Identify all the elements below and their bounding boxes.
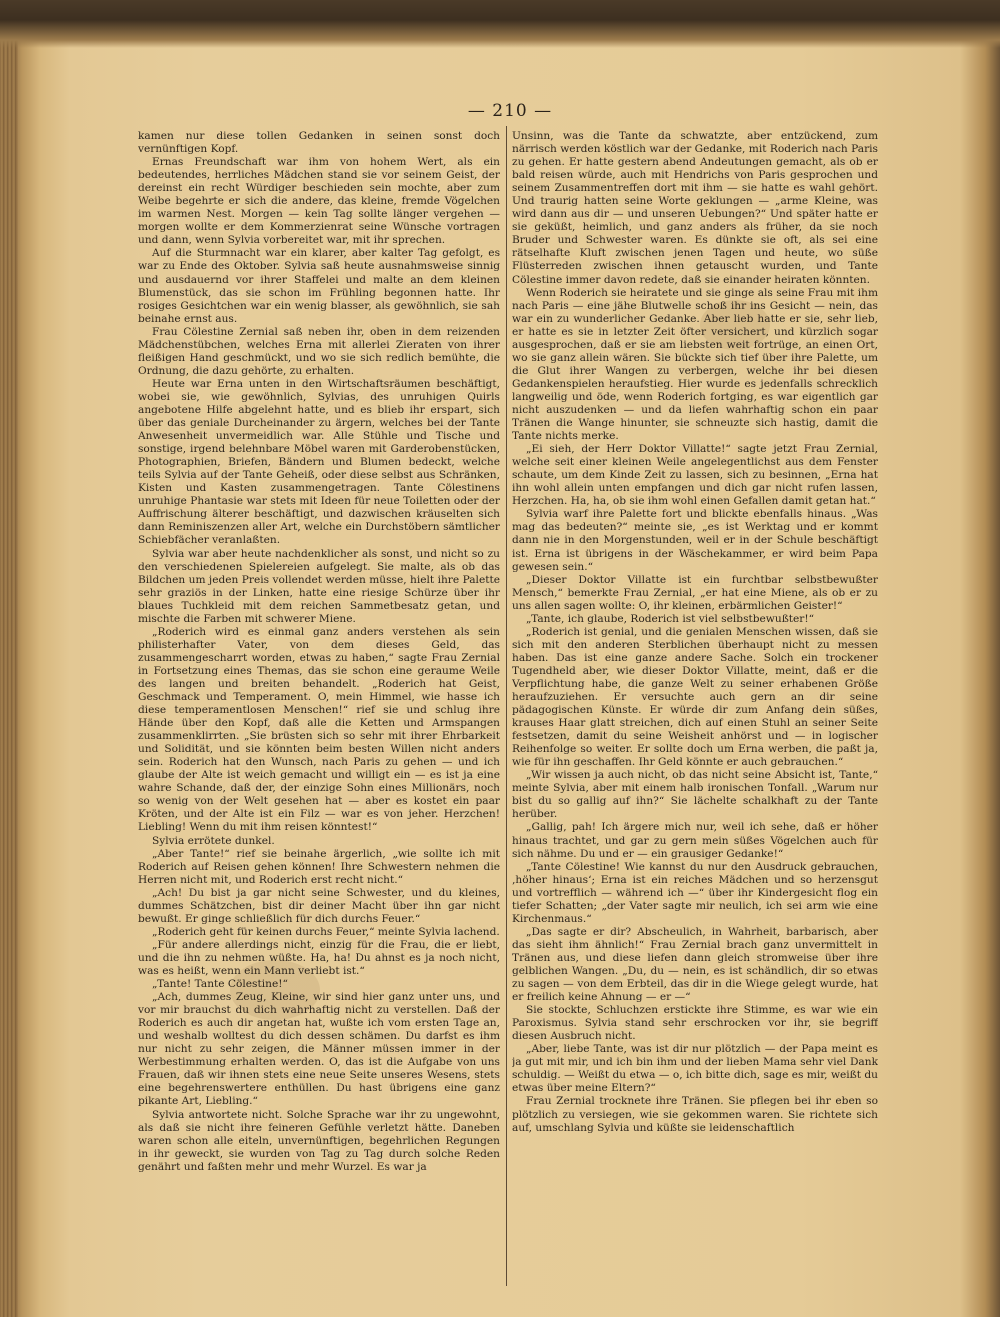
- paragraph: „Roderich ist genial, und die genialen Menschen wissen, daß sie sich mit den anderen Sterblichen überhaupt nicht zu messen haben. Das ist eine ganze andere Sache. Solch ein trockener Tugendheld aber, wie dieser Doktor Villatte, meint, daß er die Verpflichtung habe, die ganze Welt zu seiner erhabenen Größe heraufzuziehen. Er versuchte auch gern an dir seine pädagogischen Künste. Er würde dir zum Anfang dein süßes, krauses Haar glatt streichen, dich auf einen Stuhl an seiner Seite festsetzen, damit du seine Weisheit anhörst und — in logischer Reihenfolge so weiter. Er sollte doch um Erna werben, die paßt ja, wie für ihn geschaffen. Ihr Geld könnte er auch gebrauchen.“: [512, 625, 878, 769]
- paragraph: Sylvia errötete dunkel.: [152, 834, 275, 847]
- paragraph: Frau Cölestine Zernial saß neben ihr, oben in dem reizenden Mädchenstübchen, welches Erna mit allerlei Zieraten von ihrer fleißigen Hand geschmückt, und wo sie sich redlich bemühte, die Ordnung, die dazu gehörte, zu erhalten.: [138, 325, 500, 377]
- page-number: — 210 —: [467, 101, 553, 121]
- paragraph: „Ei sieh, der Herr Doktor Villatte!“ sagte jetzt Frau Zernial, welche seit einer kleinen Weile angelegentlichst aus dem Fenster schaute, um dem Kinde Zeit zu lassen, sich zu besinnen, „Erna hat ihn wohl allein unten empfangen und dich gar nicht rufen lassen, Herzchen. Ha, ha, ob sie ihm wohl einen Gefallen damit getan hat.“: [512, 443, 878, 508]
- paragraph: Sylvia war aber heute nachdenklicher als sonst, und nicht so zu den verschiedenen Spielereien aufgelegt. Sie malte, als ob das Bildchen um jeden Preis vollendet werden müsse, hielt ihre Palette sehr graziös in der Linken, hatte eine riesige Schürze über ihr blaues Tuchkleid mit dem reichen Sammetbesatz getan, und mischte die Farben mit schwerer Miene.: [138, 547, 500, 625]
- paragraph: „Für andere allerdings nicht, einzig für die Frau, die er liebt, und die ihn zu nehmen wüßte. Ha, ha! Du ahnst es ja noch nicht, was es heißt, wenn ein Mann verliebt ist.“: [138, 938, 500, 977]
- paragraph: „Ach, dummes Zeug, Kleine, wir sind hier ganz unter uns, und vor mir brauchst du dich wahrhaftig nicht zu verstellen. Daß der Roderich es auch dir angetan hat, wußte ich vom ersten Tage an, und weshalb wolltest du dich dessen schämen. Du darfst es ihm nur nicht zu sehr zeigen, die Männer müssen immer in der Werbestimmung erhalten werden. O, das ist die Aufgabe von uns Frauen, daß wir ihnen stets eine neue Seite unseres Wesens, stets eine begehrenswertere enthüllen. Du hast übrigens eine ganz pikante Art, Liebling.“: [138, 991, 500, 1108]
- binding-shadow: [0, 0, 1000, 48]
- paragraph: Ernas Freundschaft war ihm von hohem Wert, als ein bedeutendes, herrliches Mädchen stand sie vor seinem Geist, der dereinst ein recht Würdiger beschieden sein mochte, aber zum Weibe begehrte er sich die andere, das kleine, fremde Vögelchen im warmen Nest. Morgen — kein Tag sollte länger vergehen — morgen wollte er dem Kommerzienrat seine Wünsche vortragen und dann, wenn Sylvia vorbereitet war, mit ihr sprechen.: [138, 156, 500, 247]
- paragraph: „Tante, ich glaube, Roderich ist viel selbstbewußter!“: [526, 612, 815, 625]
- paragraph: „Wir wissen ja auch nicht, ob das nicht seine Absicht ist, Tante,“ meinte Sylvia, aber mit einem halb ironischen Tonfall. „Warum nur bist du so gallig auf ihn?“ Sie lächelte schalkhaft zu der Tante herüber.: [512, 769, 878, 821]
- paragraph: „Dieser Doktor Villatte ist ein furchtbar selbstbewußter Mensch,“ bemerkte Frau Zernial, „er hat eine Miene, als ob er zu uns allen sagen wollte: O, ihr kleinen, erbärmlichen Geister!“: [512, 573, 878, 612]
- paragraph: Sylvia warf ihre Palette fort und blickte ebenfalls hinaus. „Was mag das bedeuten?“ meinte sie, „es ist Werktag und er kommt dann nie in den Morgenstunden, weil er in der Schule beschäftigt ist. Erna ist übrigens in der Wäschekammer, er wird beim Papa gewesen sein.“: [512, 508, 878, 573]
- paragraph: „Tante Cölestine! Wie kannst du nur den Ausdruck gebrauchen, ‚höher hinaus‘; Erna ist ein reiches Mädchen und so herzensgut und vortrefflich — während ich —“ über ihr Kindergesicht flog ein tiefer Schatten; „der Vater sagte mir neulich, ich sei arm wie eine Kirchenmaus.“: [512, 860, 878, 925]
- paragraph: kamen nur diese tollen Gedanken in seinen sonst doch vernünftigen Kopf.: [138, 130, 500, 156]
- page-edge: [0, 0, 18, 1317]
- right-column: [512, 130, 878, 1280]
- paragraph: „Ach! Du bist ja gar nicht seine Schwester, und du kleines, dummes Schätzchen, bist dir deiner Macht über ihn gar nicht bewußt. Er ginge schließlich für dich durchs Feuer.“: [138, 886, 500, 925]
- paragraph: Wenn Roderich sie heiratete und sie ginge als seine Frau mit ihm nach Paris — eine jähe Blutwelle schoß ihr ins Gesicht — nein, das war ein zu wunderlicher Gedanke. Aber lieb hatte er sie, sehr lieb, er hatte es sie in letzter Zeit öfter versichert, und kürzlich sogar ausgesprochen, daß er sie am liebsten weit fortrüge, an einen Ort, wo sie ganz allein wären. Sie bückte sich tief über ihre Palette, um die Glut ihrer Wangen zu verbergen, welche ihr bei diesen Gedankenspielen heraufstieg. Hier wurde es jedenfalls schrecklich langweilig und öde, wenn Roderich fortging, es war eigentlich gar nicht auszudenken — und da liefen wahrhaftig schon ein paar Tränen die Wange hinunter, sie schneuzte sich hastig, damit die Tante nichts merke.: [512, 286, 878, 443]
- paragraph: „Roderich wird es einmal ganz anders verstehen als sein philisterhafter Vater, von dem dieses Geld, das zusammengescharrt worden, etwas zu haben,“ sagte Frau Zernial in Fortsetzung eines Themas, das sie schon eine geraume Weile des langen und breiten behandelt. „Roderich hat Geist, Geschmack und Temperament. O, mein Himmel, wie hasse ich diese temperamentlosen Menschen!“ rief sie und schlug ihre Hände über den Kopf, daß alle die Ketten und Armspangen zusammenklirrten. „Sie brüsten sich so sehr mit ihrer Ehrbarkeit und Solidität, und sie könnten beim besten Willen nicht anders sein. Roderich hat den Wunsch, nach Paris zu gehen — und ich glaube der Alte ist weich gemacht und willigt ein — es ist ja eine wahre Schande, daß der, der einzige Sohn eines Millionärs, noch so wenig von der Welt gesehen hat — aber es kostet ein paar Kröten, und der Alte ist ein Filz — war es von jeher. Herzchen! Liebling! Wenn du mit ihm reisen könntest!“: [138, 625, 500, 834]
- paragraph: Unsinn, was die Tante da schwatzte, aber entzückend, zum närrisch werden köstlich war der Gedanke, mit Roderich nach Paris zu gehen. Er hatte gestern abend Andeutungen gemacht, als ob er bald reisen würde, auch mit Hendrichs von Paris gesprochen und seinem Zusammentreffen dort mit ihm — sie hatte es wahl gehört. Und traurig hatten seine Worte geklungen — „arme Kleine, was wird dann aus dir — und unseren Uebungen?“ Und später hatte er sie geküßt, heimlich, und ganz anders als früher, da sie noch Bruder und Schwester waren. Es dünkte sie oft, als sei eine rätselhafte Kluft zwischen jenen Tagen und heute, wo süße Flüsterreden zwischen ihnen getauscht wurden, und Tante Cölestine immer davon redete, daß sie einander heiraten könnten.: [512, 130, 878, 286]
- column-rule: [506, 126, 507, 1286]
- paragraph: Frau Zernial trocknete ihre Tränen. Sie pflegen bei ihr eben so plötzlich zu versiegen, wie sie gekommen waren. Sie richtete sich auf, umschlang Sylvia und küßte sie leidenschaftlich: [512, 1095, 878, 1134]
- left-column: [138, 130, 500, 1280]
- paragraph: „Aber Tante!“ rief sie beinahe ärgerlich, „wie sollte ich mit Roderich auf Reisen gehen können! Ihre Schwestern nehmen die Herren nicht mit, und Roderich erst recht nicht.“: [138, 847, 500, 886]
- paragraph: „Tante! Tante Cölestine!“: [152, 978, 288, 991]
- paragraph: Sylvia antwortete nicht. Solche Sprache war ihr zu ungewohnt, als daß sie nicht ihre feineren Gefühle verletzt hätte. Daneben waren schon alle eiteln, unvernünftigen, begehrlichen Regungen in ihr geweckt, sie wurden von Tag zu Tag durch solche Reden genährt und faßten mehr und mehr Wurzel. Es war ja: [138, 1108, 500, 1173]
- paragraph: „Gallig, pah! Ich ärgere mich nur, weil ich sehe, daß er höher hinaus trachtet, und gar zu gern mein süßes Vögelchen auch für sich nähme. Du und er — ein grausiger Gedanke!“: [512, 821, 878, 860]
- paragraph: Heute war Erna unten in den Wirtschaftsräumen beschäftigt, wobei sie, wie gewöhnlich, Sylvias, des unruhigen Quirls angebotene Hilfe abgelehnt hatte, und es blieb ihr erspart, sich über das geniale Durcheinander zu ärgern, welches bei der Tante Anwesenheit unvermeidlich war. Alle Stühle und Tische und sonstige, irgend belehnbare Möbel waren mit Garderobenstücken, Photographien, Briefen, Bändern und Blumen bedeckt, welche teils Sylvia auf der Tante Geheiß, oder diese selbst aus Schränken, Kisten und Kasten zusammengetragen. Tante Cölestinens unruhige Phantasie war stets mit Ideen für neue Toiletten oder der Auffrischung älterer beschäftigt, und dazwischen kräuselten sich dann Reminiszenzen aller Art, welche ein Durchstöbern sämtlicher Schiebfächer veranlaßten.: [138, 377, 500, 547]
- paragraph: „Roderich geht für keinen durchs Feuer,“ meinte Sylvia lachend.: [152, 925, 500, 938]
- paragraph: Sie stockte, Schluchzen erstickte ihre Stimme, es war wie ein Paroxismus. Sylvia stand sehr erschrocken vor ihr, sie begriff diesen Ausbruch nicht.: [512, 1004, 878, 1043]
- paragraph: „Aber, liebe Tante, was ist dir nur plötzlich — der Papa meint es ja gut mit mir, und ich bin ihm und der lieben Mama sehr viel Dank schuldig. — Weißt du etwa — o, ich bitte dich, sage es mir, weißt du etwas über meine Eltern?“: [512, 1043, 878, 1095]
- paragraph: Auf die Sturmnacht war ein klarer, aber kalter Tag gefolgt, es war zu Ende des Oktober. Sylvia saß heute ausnahmsweise sinnig und ausdauernd vor ihrer Staffelei und malte an dem kleinen Blumenstück, das sie schon im Frühling begonnen hatte. Ihr rosiges Gesichtchen war ein wenig blasser, als gewöhnlich, sie sah beinahe ernst aus.: [138, 247, 500, 325]
- paragraph: „Das sagte er dir? Abscheulich, in Wahrheit, barbarisch, aber das sieht ihm ähnlich!“ Frau Zernial brach ganz unvermittelt in Tränen aus, und diese liefen dann gleich stromweise über ihre gelblichen Wangen. „Du, du — nein, es ist schändlich, dir so etwas zu sagen — von dem Erbteil, das dir in die Wiege gelegt wurde, hat er freilich keine Ahnung — er —“: [512, 925, 878, 1004]
